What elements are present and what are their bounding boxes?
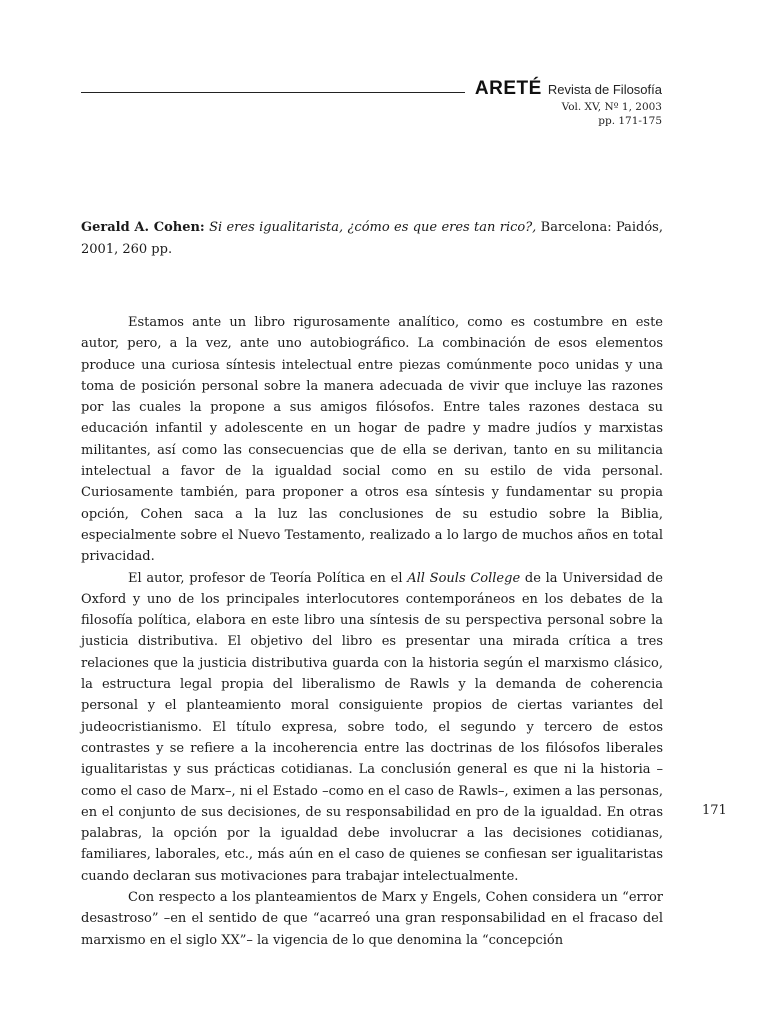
paragraph-1: Estamos ante un libro rigurosamente analítico, como es costumbre en este autor, pero, a la vez, ante uno autobiográfico. La combinación de esos elementos produce una curiosa síntesis intelectual entre piezas comúnmente poco unidas y una toma de posición personal sobre la manera adecuada de vivir que incluye las razones por las cuales la propone a sus amigos filósofos. Entre tales razones destaca su educación infantil y adolescente en un hogar de padre y madre judíos y marxistas militantes, así como las consecuencias que de ella se derivan, tanto en su militancia intelectual a favor de la igualdad social como en su estilo de vida personal. Curiosamente también, para proponer a otros esa síntesis y fundamentar su propia opción, Cohen saca a la luz las conclusiones de su estudio sobre la Biblia, especialmente sobre el Nuevo Testamento, realizado a lo largo de muchos años en total privacidad.	[81, 315, 663, 565]
paragraph-3: Con respecto a los planteamientos de Marx y Engels, Cohen considera un “error desastroso” –en el sentido de que “acarreó una gran responsabilidad en el fracaso del marxismo en el siglo XX”– la vigencia de lo que denomina la “concepción	[81, 890, 663, 948]
citation-author: Gerald A. Cohen:	[81, 220, 205, 235]
journal-name: ARETÉ	[474, 78, 542, 99]
review-body	[81, 312, 663, 951]
journal-volume: Vol. XV, Nº 1, 2003	[561, 101, 662, 113]
journal-subtitle: Revista de Filosofía	[547, 82, 662, 97]
journal-header	[475, 78, 662, 128]
page-number: 171	[702, 803, 727, 818]
paragraph-2-rest: de la Universidad de Oxford y uno de los principales interlocutores contemporáneos en los debates de la filosofía política, elabora en este libro una síntesis de su perspectiva personal sobre la justicia distributiva. El objetivo del libro es presentar una mirada crítica a tres relaciones que la justicia distributiva guarda con la historia según el marxismo clásico, la estructura legal propia del liberalismo de Rawls y la demanda de coherencia personal y el planteamiento moral consiguiente propios de ciertas variantes del judeocristianismo. El título expresa, sobre todo, el segundo y tercero de estos contrastes y se refiere a la incoherencia entre las doctrinas de los filósofos liberales igualitaristas y sus prácticas cotidianas. La conclusión general es que ni la historia –como el caso de Marx–, ni el Estado –como en el caso de Rawls–, eximen a las personas, en el conjunto de sus decisiones, de su responsabilidad en pro de la igualdad. En otras palabras, la opción por la igualdad debe involucrar a las decisiones cotidianas, familiares, laborales, etc., más aún en el caso de quienes se confiesan ser igualitaristas cuando declaran sus motivaciones para trabajar intelectualmente.	[81, 570, 664, 884]
citation-publisher: Barcelona: Paidós, 2001, 260 pp.	[81, 220, 663, 257]
college-name: All Souls College	[407, 570, 521, 586]
citation-title: Si eres igualitarista, ¿cómo es que eres tan rico?,	[209, 220, 537, 235]
journal-title-line	[475, 78, 662, 100]
header-rule	[81, 92, 465, 93]
paragraph-2	[81, 568, 663, 887]
journal-pages: pp. 171-175	[598, 115, 662, 127]
paragraph-2-start: El autor, profesor de Teoría Política en el	[128, 570, 408, 586]
book-citation	[81, 217, 663, 261]
